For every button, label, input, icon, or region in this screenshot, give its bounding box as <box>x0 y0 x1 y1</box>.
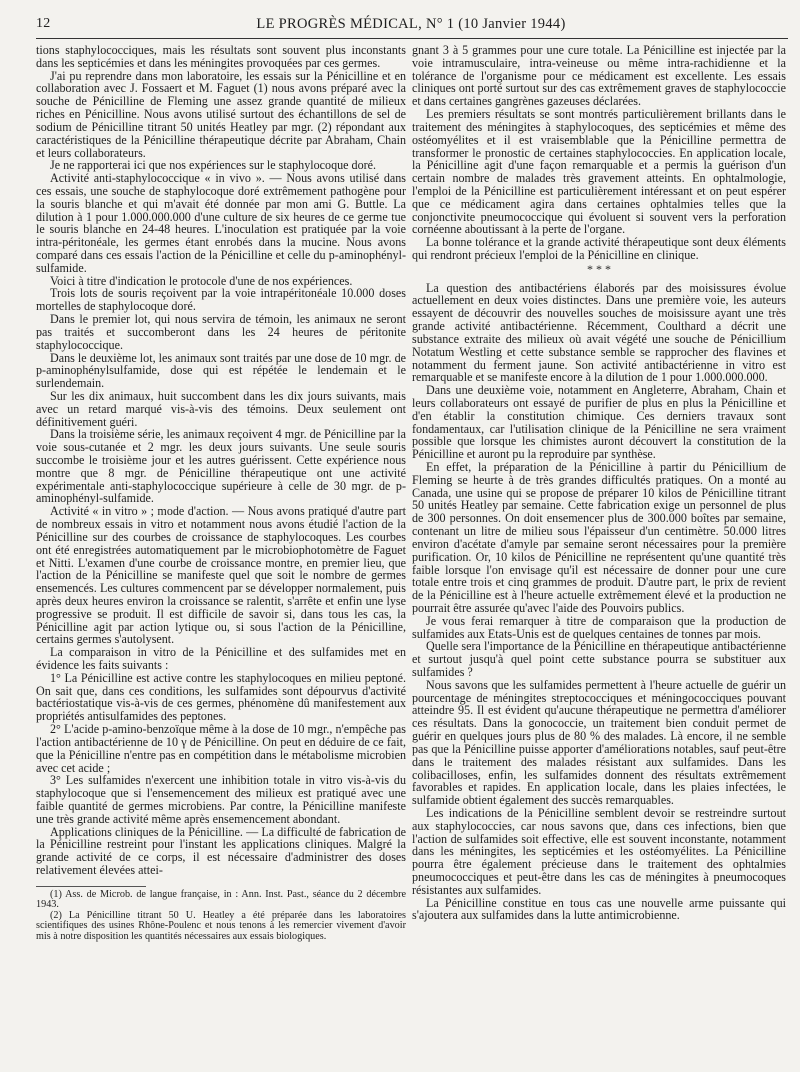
paragraph: Sur les dix animaux, huit succombent dans les dix jours suivants, mais avec un retard marqué vis-à-vis des témoins. Deux seulement ont définitivement guéri. <box>36 388 406 429</box>
left-column <box>36 44 406 942</box>
running-title: LE PROGRÈS MÉDICAL, N° 1 (10 Janvier 1944) <box>256 16 566 32</box>
paragraph: La Pénicilline constitue en tous cas une nouvelle arme puissante qui s'ajoutera aux sulfamides dans la lutte antimicrobienne. <box>412 895 786 923</box>
paragraph: J'ai pu reprendre dans mon laboratoire, les essais sur la Pénicilline et en collaboration avec J. Fossaert et M. Faguet (1) nous avons préparé avec la souche de Pénicilline de Fleming une assez grande quantité de milieux riches en Pénicilline. Nous avons utilisé surtout des échantillons de sel de sodium de Pénicilline titrant 50 unités Heatley par mgr. (2) répondant aux caractéristiques de la Pénicilline thérapeutique décrite par Abraham, Chain et leurs collaborateurs. <box>36 68 406 160</box>
paragraph: Les indications de la Pénicilline semblent devoir se restreindre surtout aux staphylococcies, car nous savons que, dans ces infections, bien que l'action de sulfamides soit effective, elle est souvent inconstante, notamment dans les méningites, les septicémies et les ostéomyélites. La Pénicilline pourra être également précieuse dans le traitement des ophtalmies pneumococciques et peut-être dans les cas de méningites à pneumocoques résistantes aux sulfamides. <box>412 805 786 897</box>
paragraph: 1° La Pénicilline est active contre les staphylocoques en milieu peptoné. On sait que, dans ces conditions, les sulfamides sont dépourvus d'activité bactériostatique vis-à-vis de ces germes, phénomène dû manifestement aux propriétés antisulfamides des peptones. <box>36 670 406 724</box>
paragraph: Dans le deuxième lot, les animaux sont traités par une dose de 10 mgr. de p-aminophénylsulfamide, dose qui est répétée le lendemain et le surlendemain. <box>36 350 406 391</box>
page-number: 12 <box>36 16 51 31</box>
paragraph: Activité anti-staphylococcique « in vivo ». — Nous avons utilisé dans ces essais, une souche de staphylocoque doré extrêmement pathogène pour la souris blanche et qui m'avait été donnée par mon ami G. Buttle. La dilution à 1 pour 1.000.000.000 d'une culture de six heures de ce germe tue le souris blanche en 24-48 heures. L'inoculation est pratiquée par la voie intra-péritonéale, les germes étant enrobés dans la mucine. Nous avons comparé dans ces essais l'action de la Pénicilline et celle du p-aminophényl-sulfamide. <box>36 171 406 275</box>
running-header <box>36 14 786 36</box>
paragraph: Applications cliniques de la Pénicilline. — La difficulté de fabrication de la Pénicilline restreint pour l'instant les applications cliniques. Malgré la grande activité de ce corps, il est nécessaire d'administrer des doses relativement élevées attei- <box>36 824 406 877</box>
paragraph: Quelle sera l'importance de la Pénicilline en thérapeutique antibactérienne et surtout jusqu'à quel point cette substance pourra se substituer aux sulfamides ? <box>412 639 786 679</box>
paragraph: Je vous ferai remarquer à titre de comparaison que la production de sulfamides aux Etats-Unis est de quelques centaines de tonnes par mois. <box>412 613 786 641</box>
paragraph: tions staphylococciques, mais les résultats sont souvent plus inconstants dans les septicémies et dans les méningites provoquées par ces germes. <box>36 43 406 70</box>
paragraph: Dans une deuxième voie, notamment en Angleterre, Abraham, Chain et leurs collaborateurs ont essayé de purifier de plus en plus la Pénicilline et d'en établir la constitution chimique. Ces derniers travaux sont fondamentaux, car l'utilisation clinique de la Pénicilline ne sera vraiment possible que lorsque les chimistes auront découvert la constitution de la Pénicilline et auront pu la reproduire par synthèse. <box>412 383 786 462</box>
paragraph: Activité « in vitro » ; mode d'action. — Nous avons pratiqué d'autre part de nombreux essais in vitro et notamment nous avons étudié l'action de la Pénicilline sur des courbes de croissance de staphylocoques. Les courbes ont été enregistrées automatiquement par le microbiophotomètre de Faguet et Nitti. L'examen d'une courbe de croissance montre, en premier lieu, que l'action de la Pénicilline se manifeste quel que soit le nombre de germes ensemencés. Les cultures commencent par se développer normalement, puis après deux heures environ la croissance se ralentit, s'arrête et enfin une lyse progressive se produit. Il est difficile de savoir si, dans tous les cas, la Pénicilline agit par action lytique ou, si sous l'action de la Pénicilline, certains germes s'autolysent. <box>36 504 406 647</box>
footnote: (2) La Pénicilline titrant 50 U. Heatley a été préparée dans les laboratoires scientifiques des usines Rhône-Poulenc et nous tenons à les remercier vivement d'avoir mis à notre disposition les quantités nécessaires aux essais biologiques. <box>36 909 406 942</box>
paragraph: En effet, la préparation de la Pénicilline à partir du Pénicillium de Fleming se heurte à de très grandes difficultés pratiques. On a monté au Canada, une usine qui se propose de préparer 10 kilos de Pénicilline titrant 50 unités Heatley par semaine. Cette fabrication exige un personnel de plus de 300 personnes. On doit ensemencer plus de 300.000 boîtes par semaine, contenant un litre de milieu sous l'épaisseur d'un centimètre. 50.000 litres environ d'acétate d'amyle par semaine seront nécessaires pour la première purification. Or, 10 kilos de Pénicilline ne représentent qu'une quantité très faible lorsque l'on envisage qu'il est nécessaire de donner pour une cure totale entre trois et cinq grammes de produit. D'autre part, le prix de revient de la Pénicilline est à l'heure actuelle extrêmement élevé et la production ne pourrait être assurée qu'avec l'aide des Pouvoirs publics. <box>412 460 786 615</box>
paragraph: Voici à titre d'indication le protocole d'une de nos expériences. <box>50 273 353 288</box>
header-rule <box>36 38 788 39</box>
paragraph: Trois lots de souris reçoivent par la voie intrapéritonéale 10.000 doses mortelles de staphylocoque doré. <box>36 286 406 314</box>
paragraph: La comparaison in vitro de la Pénicilline et des sulfamides met en évidence les faits suivants : <box>36 645 406 672</box>
paragraph: Dans le premier lot, qui nous servira de témoin, les animaux ne seront pas traités et succomberont dans les 24 heures de péritonite staphylococcique. <box>36 312 406 352</box>
paragraph: Nous savons que les sulfamides permettent à l'heure actuelle de guérir un pourcentage de méningites streptococciques et méningococciques pouvant atteindre 95. Il est évident qu'aucune thérapeutique ne permettra d'améliorer ces résultats. Dans la gonococcie, un traitement bien conduit permet de guérir en quelques jours plus de 80 % des malades. Là encore, il ne semble pas que la Pénicilline puisse apporter d'améliorations notables, sauf peut-être dans le traitement des malades résistant aux sulfamides. Dans les colibacilloses, enfin, les sulfamides donnent des résultats extrêmement favorables et rapides. En application locale, dans les plaies infectées, le sulfamide obtient également des succès remarquables. <box>412 677 786 808</box>
paragraph: La bonne tolérance et la grande activité thérapeutique sont deux éléments qui rendront précieux l'emploi de la Pénicilline en clinique. <box>412 235 786 262</box>
paragraph: La question des antibactériens élaborés par des moisissures évolue actuellement en deux voies distinctes. Dans une première voie, les auteurs essayent de découvrir des nouvelles souches de moisissure ayant une très grande activité antibactérienne. Récemment, Coulthard a décrit une substance extraite des milieux où avait végété une souche de Pénicillium Notatum Westling et cette substance semble se rapprocher des flavines et notamment du ferment jaune. Son activité antibactérienne in vitro est remarquable et se manifeste encore à la dilution de 1 pour 1.000.000.000. <box>412 280 786 385</box>
paragraph: gnant 3 à 5 grammes pour une cure totale. La Pénicilline est injectée par la voie intramusculaire, intra-veineuse ou même intra-rachidienne et la tolérance de l'organisme pour ce médicament est excellente. Les essais cliniques ont porté surtout sur des cas extrêmement graves de staphylococcie et dans certaines gangrènes gazeuses déclarées. <box>412 43 786 109</box>
paragraph: Je ne rapporterai ici que nos expériences sur le staphylocoque doré. <box>50 158 377 173</box>
paragraph: Les premiers résultats se sont montrés particulièrement brillants dans le traitement des méningites à staphylocoques, des septicémies et même des ostéomyélites et il est vraisemblable que la Pénicilline permettra de transformer le pronostic de certaines staphylococcies. En application locale, la Pénicilline agit d'une façon remarquable et a permis la guérison d'un certain nombre de malades très gravement atteints. En ophtalmologie, l'emploi de la Pénicilline est particulièrement intéressant et on peut espérer que ce médicament agira dans certaines ophtalmies telles que la conjonctivite pneumococcique qui évoluent si souvent vers la perforation cornéenne aboutissant à la perte de l'organe. <box>412 107 786 237</box>
right-column <box>412 44 786 922</box>
section-separator: * * * <box>587 261 611 276</box>
footnotes <box>36 886 406 943</box>
footnote-rule <box>36 886 146 887</box>
footnote: (1) Ass. de Microb. de langue française, in : Ann. Inst. Past., séance du 2 décembre 1943. <box>36 888 406 911</box>
paragraph: 3° Les sulfamides n'exercent une inhibition totale in vitro vis-à-vis du staphylocoque que si l'ensemencement des milieux est pratiqué avec une faible quantité de germes microbiens. Par contre, la Pénicilline manifeste une très grande activité même après ensemencement abondant. <box>36 773 406 826</box>
paragraph: 2° L'acide p-amino-benzoïque même à la dose de 10 mgr., n'empêche pas l'action antibactérienne de 10 γ de Pénicilline. On peut en déduire de ce fait, que la Pénicilline n'entre pas en compétition dans le métabolisme microbien avec cet acide ; <box>36 722 406 775</box>
paragraph: Dans la troisième série, les animaux reçoivent 4 mgr. de Pénicilline par la voie sous-cutanée et 2 mgr. les deux jours suivants. Une seule souris succombe le troisième jour et les autres guérissent. Cette expérience nous montre que 8 mgr. de Pénicilline thérapeutique ont une activité expérimentale anti-staphylococcique supérieure à celle de 30 mgr. de p-aminophényl-sulfamide. <box>36 427 406 506</box>
